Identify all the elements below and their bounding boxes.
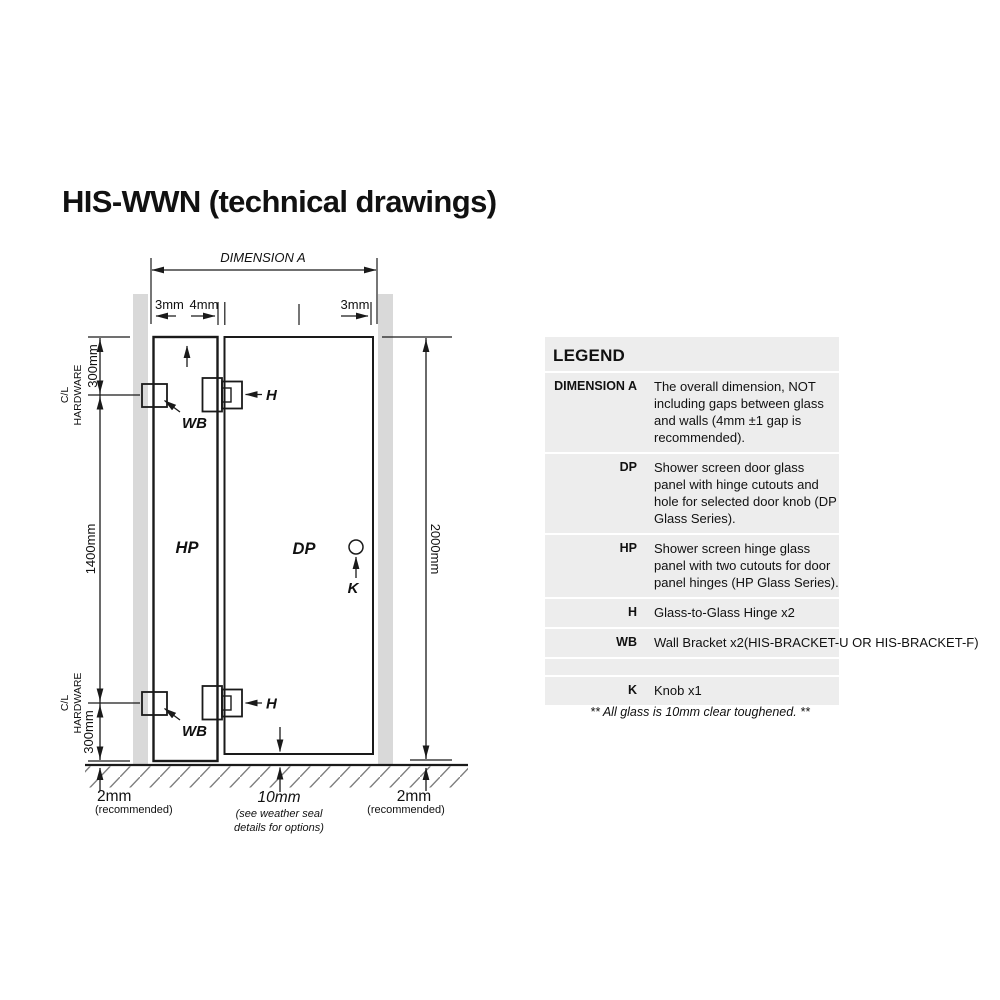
legend-term — [545, 661, 637, 673]
legend-term: H — [627, 605, 637, 619]
gap-2mm-left-label: 2mm — [97, 788, 132, 805]
bottom-gap-left — [95, 788, 173, 816]
wall-left — [133, 294, 148, 765]
legend-term: WB — [616, 635, 637, 649]
legend-row-h — [545, 597, 839, 627]
gap-3mm-right-label: 3mm — [340, 297, 370, 312]
bottom-gap-right — [367, 788, 445, 816]
gap-10mm-label: 10mm — [257, 789, 301, 806]
dim-300mm-top-label: 300mm — [85, 344, 100, 388]
weather-seal-note-line2: details for options) — [234, 822, 324, 834]
hinge-top — [203, 378, 243, 412]
legend-description: Glass-to-Glass Hinge x2 — [654, 605, 795, 620]
legend-term: DP — [619, 460, 637, 474]
dim-300mm-bottom-label: 300mm — [81, 710, 96, 754]
floor — [85, 765, 468, 788]
legend-row-dimension-a — [545, 371, 839, 452]
legend-term: K — [627, 683, 637, 697]
cl-hardware-top-line2: HARDWARE — [72, 364, 84, 426]
legend-term: HP — [619, 541, 637, 555]
panel-labels — [176, 346, 317, 558]
dim-1400mm-label: 1400mm — [83, 523, 98, 575]
left-dimension-chain — [59, 337, 140, 791]
gap-2mm-right-label: 2mm — [396, 788, 432, 805]
dp-panel-label: DP — [292, 540, 316, 558]
wall-bracket-label-bottom: WB — [182, 723, 207, 740]
legend-row-hp — [545, 533, 839, 597]
knob-symbol — [349, 540, 363, 554]
legend-description: Shower screen door glass panel with hinge cutouts and hole for selected door knob (DP Glass Series). — [654, 460, 837, 526]
hinge-callout-bottom — [246, 696, 279, 713]
gap-4mm-label: 4mm — [189, 297, 219, 312]
legend-description: Shower screen hinge glass panel with two cutouts for door panel hinges (HP Glass Series). — [654, 541, 839, 590]
legend-panel — [545, 337, 979, 705]
knob-label: K — [347, 580, 359, 597]
technical-drawing — [40, 240, 480, 850]
hinge-bottom — [203, 686, 243, 720]
legend-row-dp — [545, 452, 839, 533]
legend-row-k — [545, 675, 839, 705]
hinge-label-top: H — [266, 387, 277, 404]
gap-dimensions — [155, 297, 371, 325]
wall-right — [378, 294, 393, 765]
hinge-label-bottom: H — [266, 695, 277, 713]
cl-hardware-bottom-line1: C/L — [59, 694, 71, 712]
legend-description: Knob x1 — [654, 683, 702, 698]
hinge-callout-top — [246, 387, 279, 404]
weather-seal-note-line1: (see weather seal — [235, 808, 323, 820]
bracket-callout-top — [165, 401, 208, 433]
dimension-a-label: DIMENSION A — [220, 250, 306, 265]
wall-bracket-label-top: WB — [182, 415, 207, 432]
legend-description: The overall dimension, NOT including gaps between glass and walls (4mm ±1 gap is recommended). — [654, 379, 824, 445]
legend-row-empty — [545, 657, 839, 675]
hp-panel-label: HP — [175, 539, 199, 557]
dim-2000mm-label: 2000mm — [428, 523, 443, 575]
legend-description: Wall Bracket x2(HIS-BRACKET-U OR HIS-BRACKET-F) — [654, 635, 979, 650]
gap-2mm-right-note: (recommended) — [367, 804, 445, 816]
bracket-callout-bottom — [165, 709, 208, 741]
legend-footnote: ** All glass is 10mm clear toughened. ** — [590, 705, 810, 719]
dimension-a — [151, 250, 377, 324]
cl-hardware-top-line1: C/L — [59, 386, 71, 404]
page-title: HIS-WWN (technical drawings) — [62, 184, 497, 219]
legend-row-wb — [545, 627, 979, 657]
legend-heading: LEGEND — [553, 346, 626, 365]
legend-description — [654, 661, 839, 673]
gap-3mm-left-label: 3mm — [155, 297, 184, 312]
cl-hardware-bottom-line2: HARDWARE — [72, 672, 84, 734]
gap-2mm-left-note: (recommended) — [95, 804, 173, 816]
knob-callout — [348, 540, 363, 597]
legend-term: DIMENSION A — [554, 379, 637, 393]
